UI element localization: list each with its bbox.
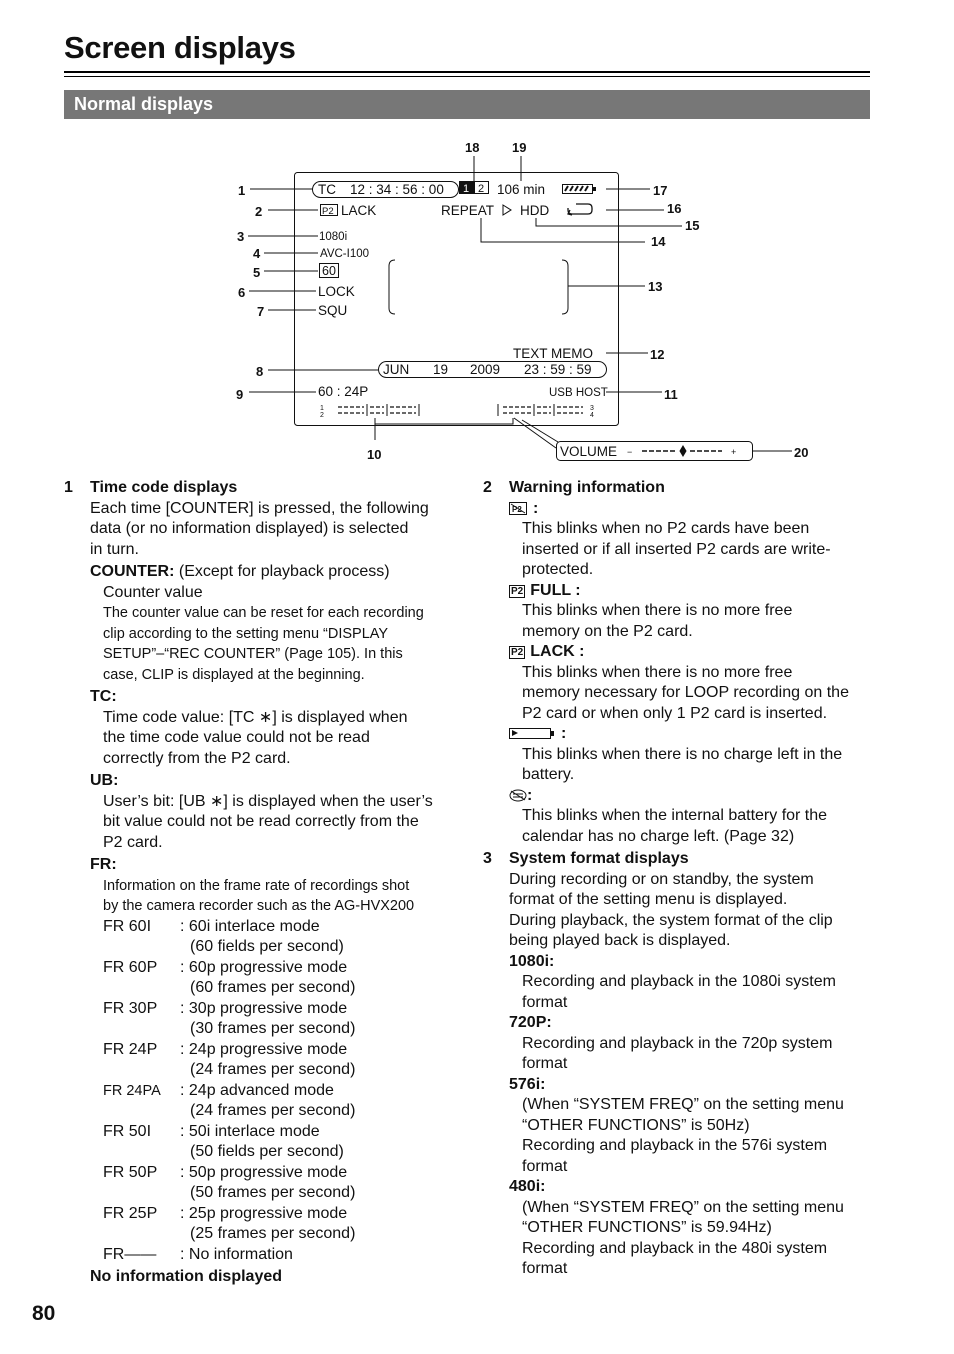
card-slot-2: 2 — [478, 183, 485, 195]
item-3-desc-1: format of the setting menu is displayed. — [509, 891, 788, 908]
ch-left-bottom: 2 — [320, 412, 324, 419]
item-1-number: 1 — [64, 479, 73, 496]
counter-note: (Except for playback process) — [174, 563, 390, 580]
tc-label: TC — [318, 182, 336, 197]
usb-host: USB HOST — [549, 387, 608, 399]
fr-row-value: : 50i interlace mode — [180, 1122, 320, 1140]
format-4-desc-2: Recording and playback in the 480i system — [522, 1239, 828, 1257]
ub-label: UB: — [90, 772, 119, 789]
fr-row-value: : 24p progressive mode — [180, 1040, 348, 1058]
format-2-desc-0: Recording and playback in the 720p system — [522, 1034, 833, 1052]
fr-row-value: : 30p progressive mode — [180, 999, 348, 1017]
fr-row-key: FR 30P — [103, 999, 158, 1017]
counter-value: Counter value — [103, 583, 203, 601]
callout-12: 12 — [650, 347, 665, 362]
lack-warning: LACK — [341, 203, 377, 218]
p2-badge: P2 — [511, 647, 524, 658]
squ-display: SQU — [318, 303, 348, 318]
left-column — [64, 478, 464, 1288]
fr-row-note: (60 frames per second) — [190, 979, 356, 996]
callout-10: 10 — [367, 447, 382, 462]
screen-diagram — [0, 0, 954, 470]
p2-badge: P2 — [322, 206, 334, 217]
fr-row-value: : 24p advanced mode — [180, 1081, 334, 1099]
item-1-desc-0: Each time [COUNTER] is pressed, the following — [90, 499, 429, 517]
warning-5-desc-1: calendar has no charge left. (Page 32) — [522, 827, 795, 845]
callout-17: 17 — [653, 183, 668, 198]
frame-rate: 60 — [322, 264, 336, 278]
warning-1-desc-1: inserted or if all inserted P2 cards are write- — [522, 540, 831, 558]
format-2-desc-1: format — [522, 1055, 568, 1072]
format-3-label: 576i: — [509, 1075, 546, 1093]
callout-18: 18 — [465, 140, 480, 155]
no-card-icon — [509, 502, 527, 515]
callout-20: 20 — [794, 445, 809, 460]
fr-row-value: : No information — [180, 1245, 293, 1263]
format-4-desc-1: “OTHER FUNCTIONS” is 59.94Hz) — [522, 1219, 772, 1236]
callout-2: 2 — [255, 204, 263, 219]
section-title: Normal displays — [74, 94, 214, 114]
tc-desc-2: correctly from the P2 card. — [103, 749, 291, 767]
fr-row-key: FR 50I — [103, 1122, 152, 1140]
ub-desc-1: bit value could not be read correctly from the — [103, 813, 419, 830]
callout-16: 16 — [667, 201, 682, 216]
volume-plus: + — [731, 447, 737, 457]
callout-6: 6 — [238, 285, 246, 300]
fr-row-key: FR—— — [103, 1245, 157, 1263]
warning-3-label: LACK : — [530, 643, 585, 660]
play-icon — [503, 205, 511, 215]
item-3-desc-0: During recording or on standby, the system — [509, 870, 814, 888]
battery-icon — [563, 185, 597, 194]
warning-4-desc-0: This blinks when there is no charge left in the — [522, 745, 843, 763]
ub-desc-0: User’s bit: [UB ∗] is displayed when the user’s — [103, 792, 433, 810]
counter-label: COUNTER: — [90, 563, 175, 580]
codec-display: AVC-I100 — [320, 248, 370, 260]
ch-right-bottom: 4 — [590, 412, 594, 419]
fr-row-value: : 60p progressive mode — [180, 958, 348, 976]
fr-row-key: FR 24P — [103, 1040, 158, 1058]
format-3-desc-2: Recording and playback in the 576i system — [522, 1137, 828, 1154]
format-1-label: 1080i: — [509, 952, 555, 970]
warning-2-desc-1: memory on the P2 card. — [522, 622, 693, 640]
callout-8: 8 — [256, 364, 264, 379]
callout-15: 15 — [685, 218, 700, 233]
text-memo: TEXT MEMO — [513, 346, 594, 361]
tc-desc-0: Time code value: [TC ∗] is displayed when — [103, 708, 408, 726]
warning-5-desc-0: This blinks when the internal battery for the — [522, 807, 828, 824]
counter-desc-0: The counter value can be reset for each recording — [103, 605, 424, 621]
warning-3-desc-2: P2 card or when only 1 P2 card is inserted. — [522, 704, 828, 722]
item-3-number: 3 — [483, 850, 492, 867]
repeat-indicator: REPEAT — [441, 203, 495, 218]
format-3-desc-3: format — [522, 1157, 568, 1175]
hdd-indicator: HDD — [520, 203, 550, 218]
no-info-label: No information displayed — [90, 1268, 283, 1285]
callout-4: 4 — [253, 246, 261, 261]
item-2-number: 2 — [483, 479, 492, 496]
fr-row-key: FR 24PA — [103, 1082, 161, 1099]
callout-1: 1 — [238, 183, 246, 198]
tc-value: 12 : 34 : 56 : 00 — [350, 182, 444, 197]
item-3-desc-3: being played back is displayed. — [509, 932, 731, 949]
fr-row-note: (30 frames per second) — [190, 1020, 356, 1037]
format-1-desc-1: format — [522, 993, 568, 1011]
fr-row-value: : 60i interlace mode — [180, 917, 320, 935]
p2-badge: P2 — [511, 585, 524, 597]
callout-9: 9 — [236, 387, 244, 402]
fr-row-key: FR 60I — [103, 917, 152, 935]
callout-3: 3 — [237, 229, 245, 244]
format-3-desc-0: (When “SYSTEM FREQ” on the setting menu — [522, 1096, 844, 1113]
tc-desc-1: the time code value could not be read — [103, 729, 370, 746]
calendar-battery-icon — [509, 789, 527, 802]
loop-icon — [568, 204, 592, 215]
item-3-title: System format displays — [509, 850, 689, 867]
callout-14: 14 — [651, 234, 666, 249]
item-1-title: Time code displays — [90, 479, 238, 496]
callout-7: 7 — [257, 304, 265, 319]
format-4-label: 480i: — [509, 1178, 546, 1195]
warning-3-desc-0: This blinks when there is no more free — [522, 663, 793, 681]
audio-meters — [338, 407, 583, 413]
item-1-desc-1: data (or no information displayed) is selected — [90, 520, 409, 537]
format-3-desc-1: “OTHER FUNCTIONS” is 50Hz) — [522, 1116, 750, 1134]
memo-bracket-left — [389, 260, 395, 314]
right-column — [483, 478, 883, 1280]
warning-3-desc-1: memory necessary for LOOP recording on the — [522, 684, 849, 701]
ub-desc-2: P2 card. — [103, 833, 163, 851]
system-format: 1080i — [319, 231, 348, 243]
fr-row-note: (25 frames per second) — [190, 1225, 356, 1242]
lock-display: LOCK — [318, 284, 355, 299]
fr-label: FR: — [90, 856, 117, 873]
date-time: 23 : 59 : 59 — [524, 362, 592, 377]
fr-row-key: FR 50P — [103, 1163, 158, 1181]
format-1-desc-0: Recording and playback in the 1080i system — [522, 973, 836, 990]
format-4-desc-0: (When “SYSTEM FREQ” on the setting menu — [522, 1198, 844, 1216]
memo-bracket-right — [562, 260, 568, 314]
fr-row-note: (24 frames per second) — [190, 1102, 356, 1119]
ch-left-top: 1 — [320, 405, 324, 412]
fr-row-value: : 25p progressive mode — [180, 1204, 348, 1222]
volume-label: VOLUME — [560, 444, 618, 459]
callout-13: 13 — [648, 279, 663, 294]
fr-row-key: FR 60P — [103, 958, 158, 976]
fr-row-note: (50 frames per second) — [190, 1184, 356, 1201]
format-2-label: 720P: — [509, 1014, 552, 1031]
warning-2-desc-0: This blinks when there is no more free — [522, 602, 793, 619]
fr-table — [64, 917, 464, 1266]
card-slot-1: 1 — [463, 183, 470, 195]
item-3-desc-2: During playback, the system format of the clip — [509, 911, 833, 929]
remaining-time: 106 min — [497, 182, 546, 197]
page-title: Screen displays — [64, 30, 296, 65]
warning-1-desc-2: protected. — [522, 561, 594, 578]
counter-desc-3: case, CLIP is displayed at the beginning. — [103, 666, 365, 683]
tc-label: TC: — [90, 688, 117, 705]
counter-desc-2: SETUP”–“REC COUNTER” (Page 105). In this — [103, 646, 403, 662]
warning-2-label: FULL : — [530, 581, 581, 599]
ch-right-top: 3 — [590, 405, 594, 412]
fr-row-key: FR 25P — [103, 1204, 158, 1222]
svg-text:P2: P2 — [512, 504, 522, 514]
fr-row-note: (50 fields per second) — [190, 1143, 344, 1160]
counter-desc-1: clip according to the setting menu “DISPLAY — [103, 625, 389, 642]
page-number: 80 — [32, 1302, 56, 1325]
date-year: 2009 — [470, 362, 501, 377]
empty-battery-icon — [509, 727, 555, 740]
warning-4-desc-1: battery. — [522, 766, 575, 783]
pulldown-display: 60 : 24P — [318, 384, 369, 399]
warning-1-label: : — [533, 499, 539, 517]
item-2-title: Warning information — [509, 479, 665, 496]
volume-minus: − — [627, 447, 633, 457]
item-1-desc-2: in turn. — [90, 540, 139, 558]
format-4-desc-3: format — [522, 1260, 568, 1277]
callout-11: 11 — [664, 387, 678, 402]
volume-bar — [642, 446, 722, 456]
warning-5-label: : — [527, 786, 533, 804]
callout-5: 5 — [253, 265, 261, 280]
date-month: JUN — [383, 362, 410, 377]
fr-desc-1: by the camera recorder such as the AG-HVX200 — [103, 898, 415, 914]
fr-row-note: (24 frames per second) — [190, 1061, 356, 1078]
callout-19: 19 — [512, 140, 527, 155]
fr-row-value: : 50p progressive mode — [180, 1163, 348, 1181]
fr-row-note: (60 fields per second) — [190, 938, 344, 955]
fr-desc-0: Information on the frame rate of recordings shot — [103, 877, 410, 894]
warning-1-desc-0: This blinks when no P2 cards have been — [522, 520, 810, 537]
date-day: 19 — [433, 362, 449, 377]
warning-4-label: : — [561, 725, 567, 742]
